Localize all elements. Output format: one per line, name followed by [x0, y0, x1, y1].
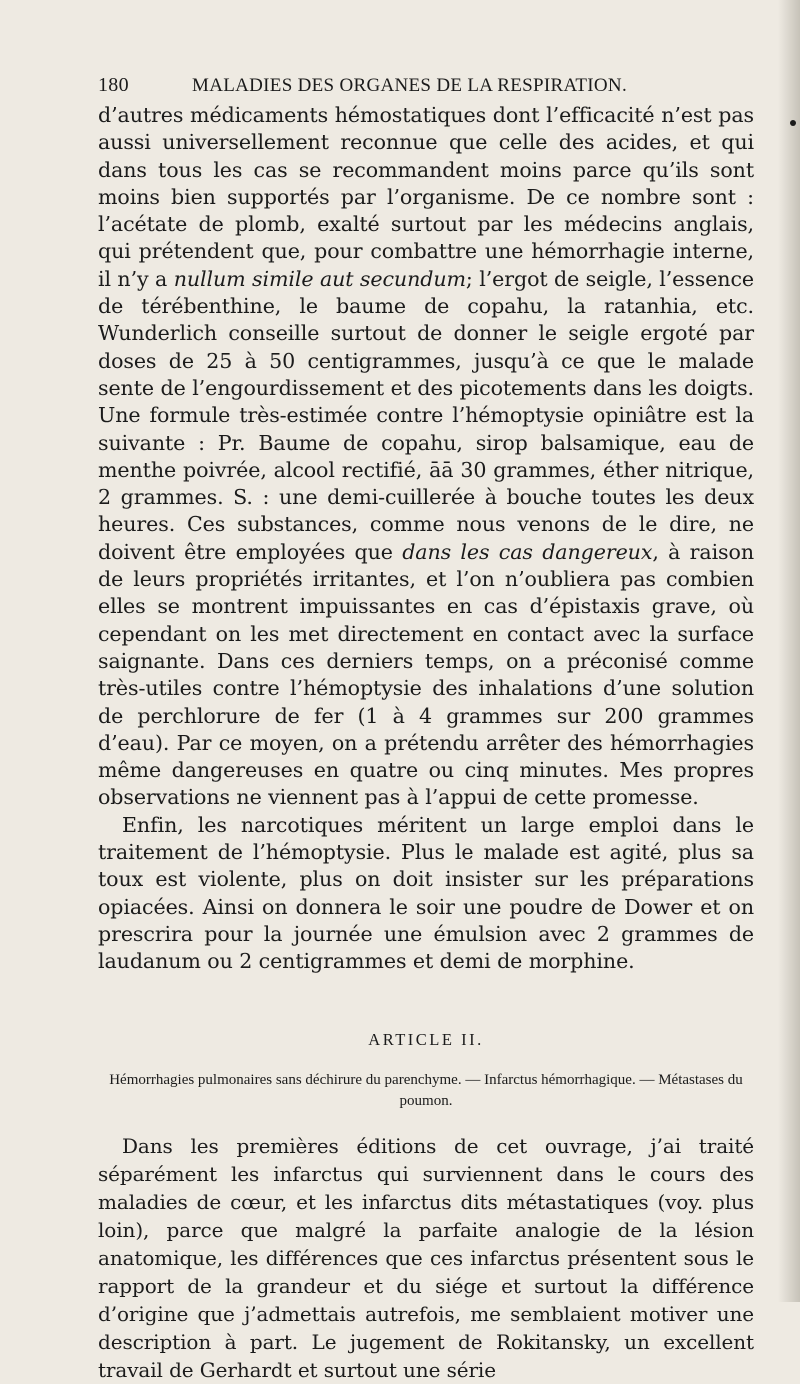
- paragraph-2: [98, 812, 754, 976]
- italic-text-run: nullum simile aut secundum: [173, 266, 466, 291]
- paragraph-1: [98, 102, 754, 812]
- running-head-title: MALADIES DES ORGANES DE LA RESPIRATION.: [192, 75, 627, 96]
- italic-text-run: dans les cas dangereux: [402, 539, 653, 564]
- article-paragraph: Dans les premières éditions de cet ouvrage, j’ai traité séparément les infarctus qui surviennent dans le cours des maladies de cœur, et les infarctus dits métastatiques (voy. plus loin), parce que malgré la parfaite analogie de la lésion anatomique, les différences que ces infarctus présentent sous le rapport de la grandeur et du siége et surtout la différence d’origine que j’admettais autrefois, me semblaient motiver une description à part. Le jugement de Rokitansky, un excellent travail de Gerhardt et surtout une série: [98, 1133, 754, 1382]
- running-head: [98, 74, 754, 102]
- book-page: [98, 74, 754, 1384]
- body-text: [98, 102, 754, 976]
- page-number: 180: [98, 74, 129, 96]
- article-subtitle: Hémorrhagies pulmonaires sans déchirure du parenchyme. — Infarctus hémorrhagique. — Métastases du poumon.: [109, 1071, 743, 1109]
- text-run: Enfin, les narcotiques méritent un large emploi dans le traitement de l’hémoptysie. Plus le malade est agité, plus sa toux est violente, plus on doit insister sur les préparations opiacées. Ainsi on donnera le soir une poudre de Dower et on prescrira pour la journée une émulsion avec 2 grammes de laudanum ou 2 centigrammes et demi de morphine.: [98, 812, 754, 974]
- text-run: , à raison de leurs propriétés irritantes, et l’on n’oubliera pas combien elles se montrent impuissantes en cas d’épistaxis grave, où cependant on les met directement en contact avec la surface saignante. Dans ces derniers temps, on a préconisé comme très-utiles contre l’hémoptysie des inhalations d’une solution de perchlorure de fer (1 à 4 grammes sur 200 grammes d’eau). Par ce moyen, on a prétendu arrêter des hémorrhagies même dangereuses en quatre ou cinq minutes. Mes propres observations ne viennent pas à l’appui de cette promesse.: [98, 539, 754, 810]
- page-binding-edge: [778, 0, 800, 1302]
- text-run: d’autres médicaments hémostatiques dont l’efficacité n’est pas aussi universellement reconnue que celle des acides, et qui dans tous les cas se recommandent moins parce qu’ils sont moins bien supportés par l’organisme. De ce nombre sont : l’acétate de plomb, exalté surtout par les médecins anglais, qui prétendent que, pour combattre une hémorrhagie interne, il n’y a: [98, 103, 754, 291]
- article-body: [98, 1132, 754, 1384]
- article-heading: ARTICLE II.: [368, 1029, 484, 1049]
- text-run: ; l’ergot de seigle, l’essence de térébenthine, le baume de copahu, la ratanhia, etc. Wunderlich conseille surtout de donner le seigle ergoté par doses de 25 à 50 centigrammes, jusqu’à ce que le malade sente de l’engourdissement et des picotements dans les doigts. Une formule très-estimée contre l’hémoptysie opiniâtre est la suivante : Pr. Baume de copahu, sirop balsamique, eau de menthe poivrée, alcool rectifié, āā 30 grammes, éther nitrique, 2 grammes. S. : une demi-cuillerée à bouche toutes les deux heures. Ces substances, comme nous venons de le dire, ne doivent être employées que: [98, 266, 754, 564]
- margin-mark: [790, 120, 796, 126]
